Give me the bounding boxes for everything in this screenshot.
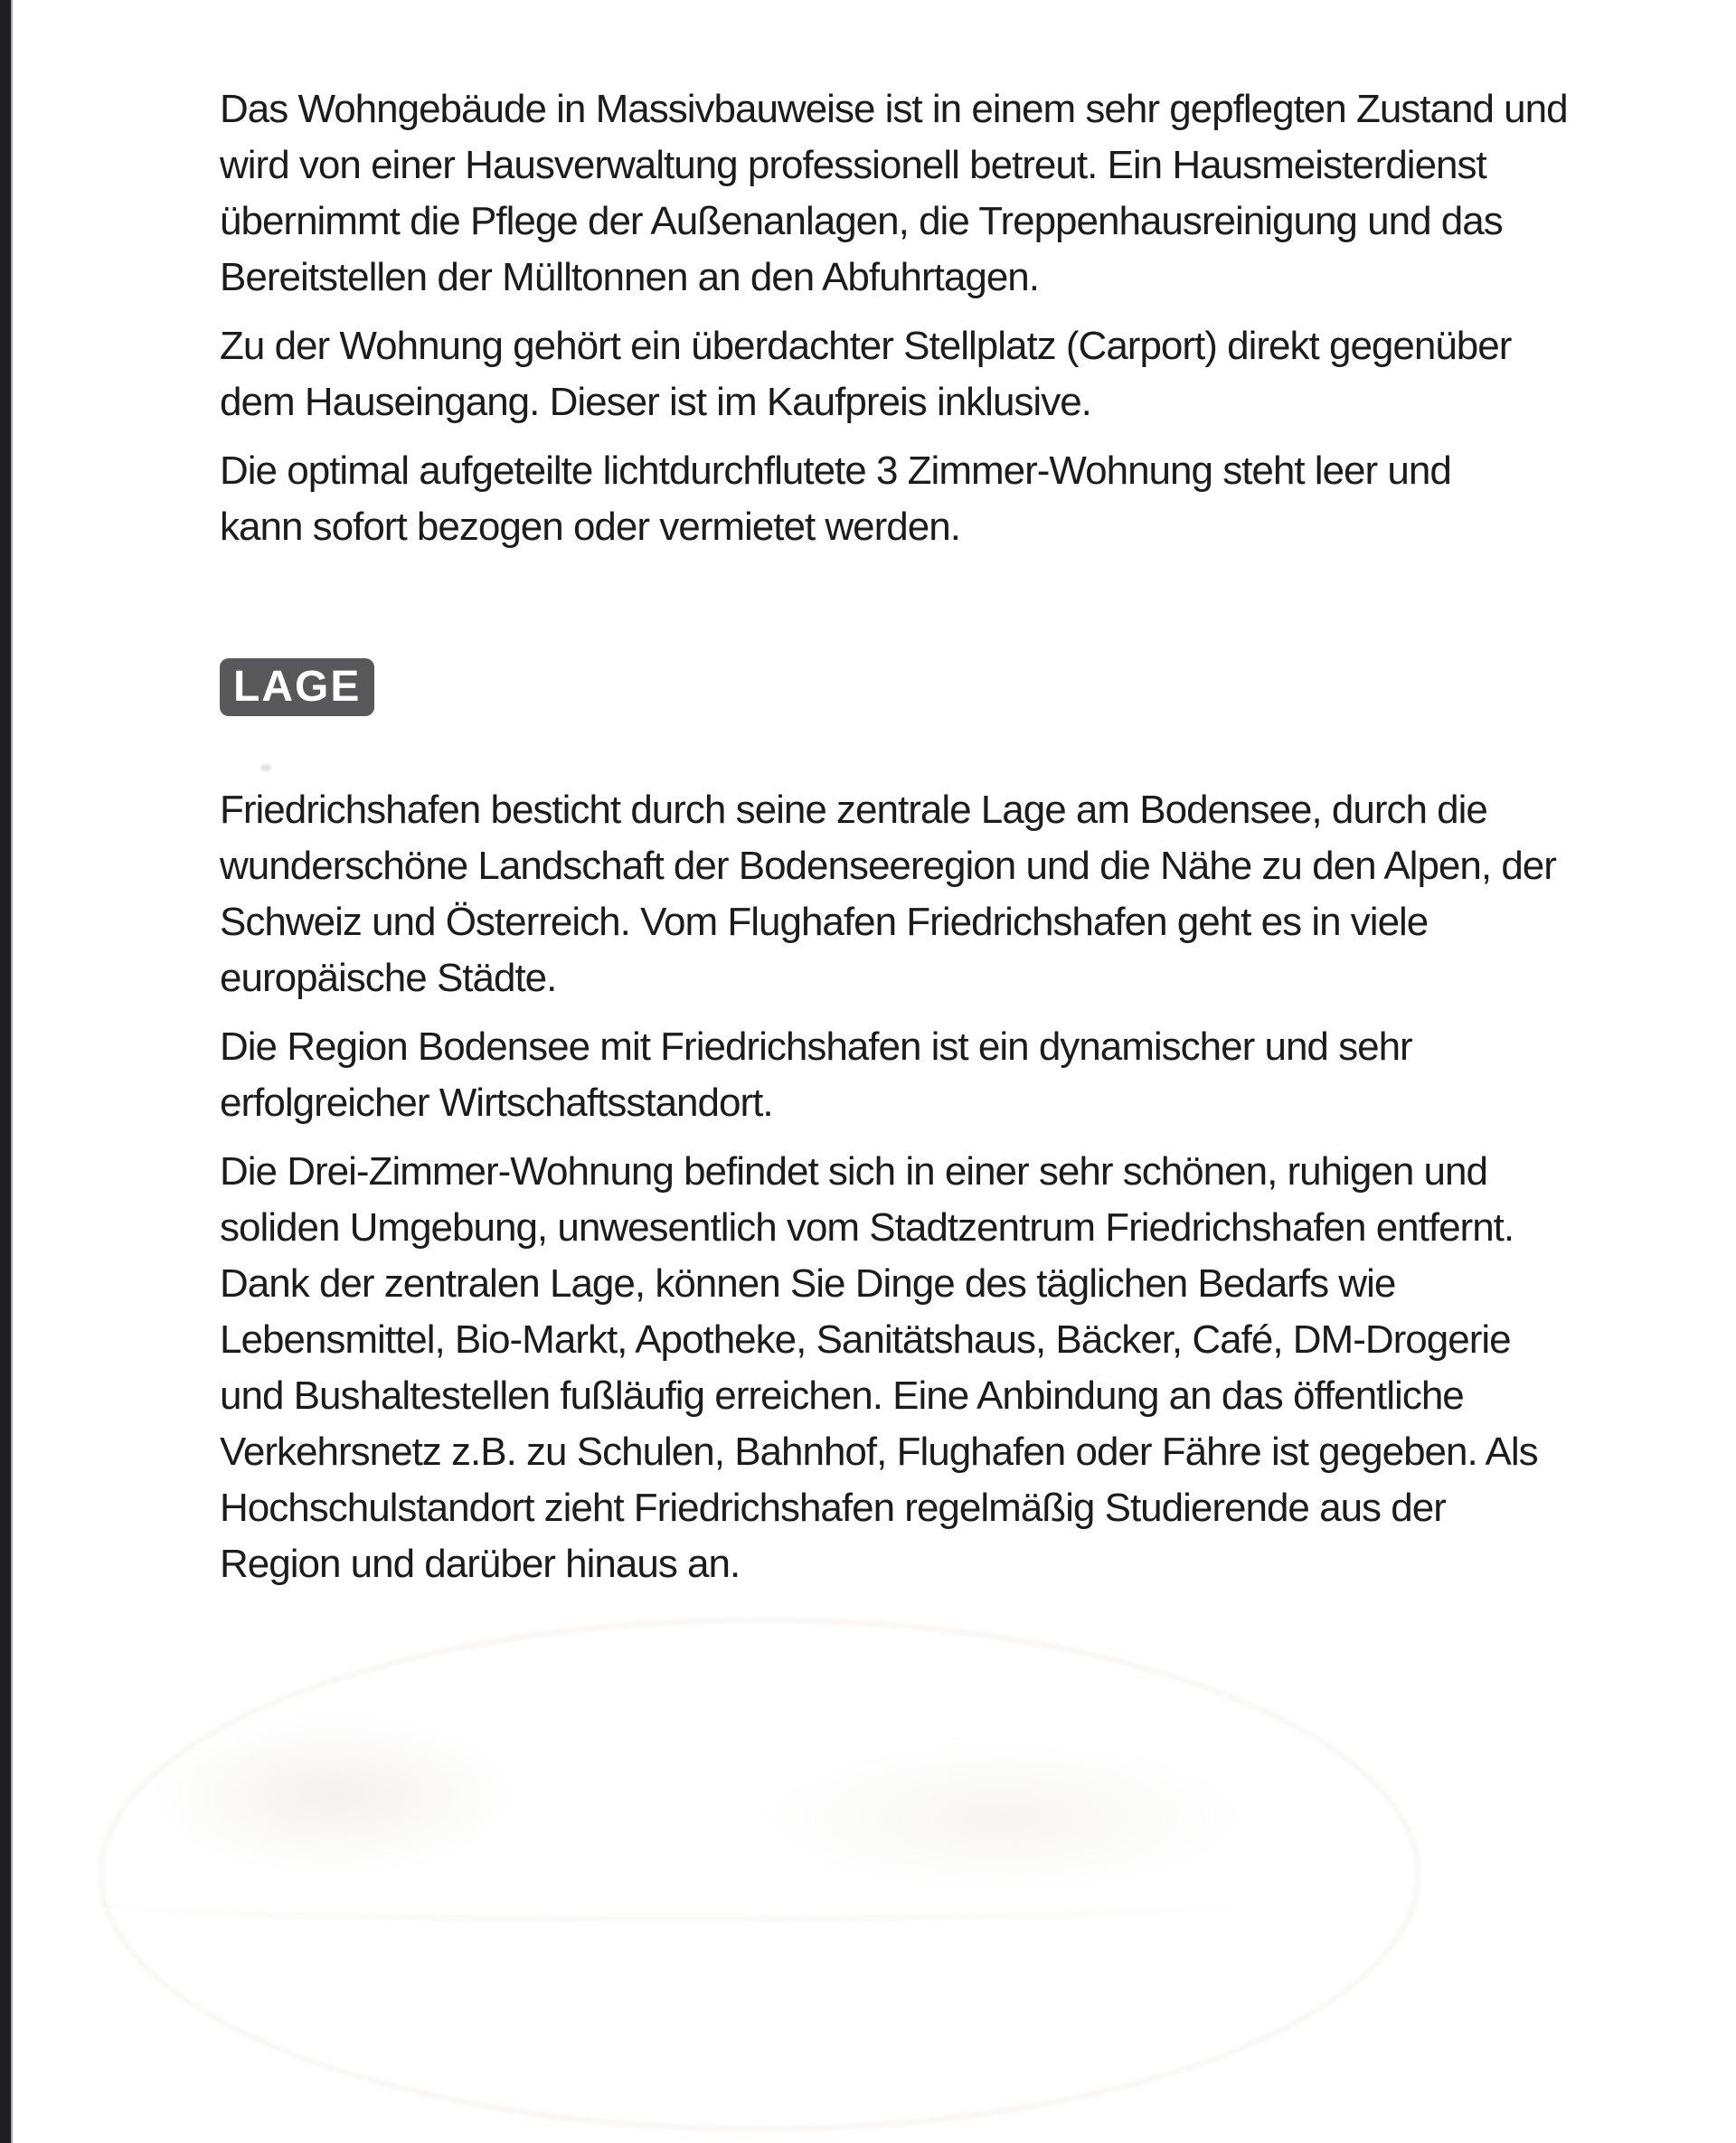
document-page xyxy=(220,81,1666,1605)
text-line: Schweiz und Österreich. Vom Flughafen Friedrichshafen geht es in viele xyxy=(220,900,1429,944)
section-heading-row xyxy=(220,658,1666,716)
scan-artifact-dot xyxy=(260,764,271,771)
window-edge-divider xyxy=(11,0,13,2143)
text-line: Friedrichshafen besticht durch seine zentrale Lage am Bodensee, durch die xyxy=(220,788,1487,832)
faded-photo-placeholder xyxy=(63,1605,1474,1921)
text-line: europäische Städte. xyxy=(220,956,557,1000)
text-line: Zu der Wohnung gehört ein überdachter Stellplatz (Carport) direkt gegenüber xyxy=(220,324,1512,368)
paragraph-economy xyxy=(220,1019,1666,1131)
text-line: Die optimal aufgeteilte lichtdurchflutete 3 Zimmer-Wohnung steht leer und xyxy=(220,448,1451,493)
text-line: Die Drei-Zimmer-Wohnung befindet sich in einer sehr schönen, ruhigen und xyxy=(220,1149,1487,1194)
faded-photo-outline xyxy=(99,1619,1420,2130)
text-line: wunderschöne Landschaft der Bodenseeregion und die Nähe zu den Alpen, der xyxy=(220,844,1556,888)
paragraph-carport xyxy=(220,318,1666,430)
text-line: Bereitstellen der Mülltonnen an den Abfuhrtagen. xyxy=(220,255,1039,299)
faded-photo-baseline xyxy=(90,1876,1239,1921)
section-badge-lage: LAGE xyxy=(220,658,374,716)
text-line: soliden Umgebung, unwesentlich vom Stadtzentrum Friedrichshafen entfernt. xyxy=(220,1205,1514,1250)
text-line: wird von einer Hausverwaltung professionell betreut. Ein Hausmeisterdienst xyxy=(220,143,1486,187)
paragraph-region-overview xyxy=(220,782,1666,1006)
text-line: Das Wohngebäude in Massivbauweise ist in einem sehr gepflegten Zustand und xyxy=(220,87,1568,131)
faded-photo-blob xyxy=(145,1713,524,1876)
text-line: Lebensmittel, Bio-Markt, Apotheke, Sanitätshaus, Bäcker, Café, DM-Drogerie xyxy=(220,1317,1511,1362)
window-edge-strip xyxy=(0,0,11,2143)
paragraph-availability xyxy=(220,443,1666,555)
text-line: übernimmt die Pflege der Außenanlagen, die Treppenhausreinigung und das xyxy=(220,199,1503,243)
text-line: Verkehrsnetz z.B. zu Schulen, Bahnhof, Flughafen oder Fähre ist gegeben. Als xyxy=(220,1430,1538,1474)
text-line: Dank der zentralen Lage, können Sie Dinge des täglichen Bedarfs wie xyxy=(220,1261,1396,1306)
text-line: und Bushaltestellen fußläufig erreichen. Eine Anbindung an das öffentliche xyxy=(220,1374,1464,1418)
text-line: dem Hauseingang. Dieser ist im Kaufpreis inklusive. xyxy=(220,380,1091,424)
text-line: Die Region Bodensee mit Friedrichshafen ist ein dynamischer und sehr xyxy=(220,1024,1412,1069)
text-line: Region und darüber hinaus an. xyxy=(220,1542,741,1586)
paragraph-surroundings xyxy=(220,1144,1666,1592)
text-line: Hochschulstandort zieht Friedrichshafen regelmäßig Studierende aus der xyxy=(220,1486,1446,1530)
text-line: kann sofort bezogen oder vermietet werden. xyxy=(220,505,960,549)
paragraph-building-condition xyxy=(220,81,1666,306)
text-line: erfolgreicher Wirtschaftsstandort. xyxy=(220,1081,773,1125)
faded-photo-blob xyxy=(750,1741,1257,1894)
